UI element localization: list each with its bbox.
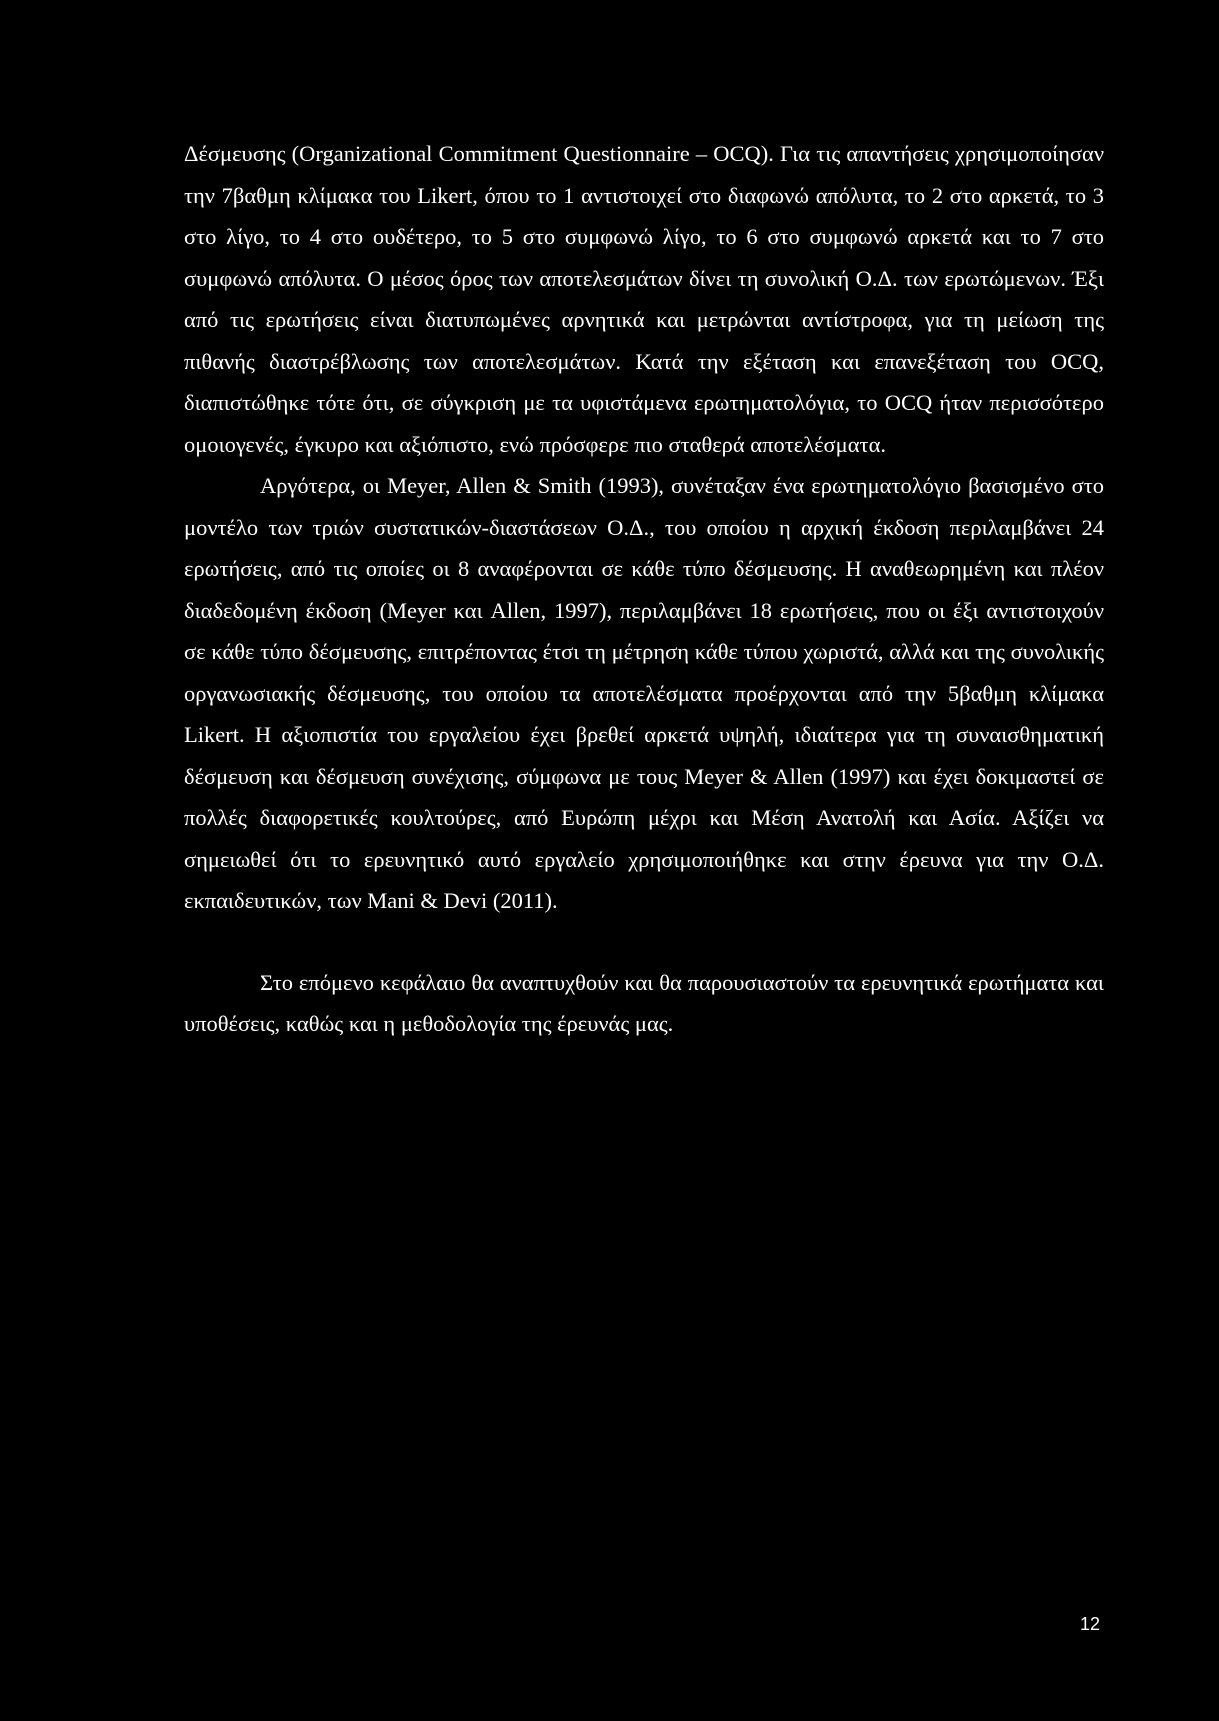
page-number: 12 (1080, 1614, 1101, 1634)
paragraph-meyer-allen: Αργότερα, οι Meyer, Allen & Smith (1993), συνέταξαν ένα ερωτηματολόγιο βασισμένο στο μοντέλο των τριών συστατικών-διαστάσεων Ο.Δ., του οποίου η αρχική έκδοση περιλαμβάνει 24 ερωτήσεις, από τις οποίες οι 8 αναφέρονται σε κάθε τύπο δέσμευσης. Η αναθεωρημένη και πλέον διαδεδομένη έκδοση (Meyer και Allen, 1997), περιλαμβάνει 18 ερωτήσεις, που οι έξι αντιστοιχούν σε κάθε τύπο δέσμευσης, επιτρέποντας έτσι τη μέτρηση κάθε τύπου χωριστά, αλλά και της συνολικής οργανωσιακής δέσμευσης, του οποίου τα αποτελέσματα προέρχονται από την 5βαθμη κλίμακα Likert. Η αξιοπιστία του εργαλείου έχει βρεθεί αρκετά υψηλή, ιδιαίτερα για τη συναισθηματική δέσμευση και δέσμευση συνέχισης, σύμφωνα με τους Meyer & Allen (1997) και έχει δοκιμαστεί σε πολλές διαφορετικές κουλτούρες, από Ευρώπη μέχρι και Μέση Ανατολή και Ασία. Αξίζει να σημειωθεί ότι το ερευνητικό αυτό εργαλείο χρησιμοποιήθηκε και στην έρευνα για την Ο.Δ. εκπαιδευτικών, των Mani & Devi (2011). (184, 473, 1104, 913)
paragraph-spacer (184, 922, 1104, 962)
paragraph-next-chapter: Στο επόμενο κεφάλαιο θα αναπτυχθούν και θα παρουσιαστούν τα ερευνητικά ερωτήματα και υποθέσεις, καθώς και η μεθοδολογία της έρευνάς μας. (184, 969, 1104, 1036)
document-body (184, 133, 1104, 1045)
paragraph-ocq: Δέσμευσης (Organizational Commitment Questionnaire – OCQ). Για τις απαντήσεις χρησιμοποίησαν την 7βαθμη κλίμακα του Likert, όπου το 1 αντιστοιχεί στο διαφωνώ απόλυτα, το 2 στο αρκετά, το 3 στο λίγο, το 4 στο ουδέτερο, το 5 στο συμφωνώ λίγο, το 6 στο συμφωνώ αρκετά και το 7 στο συμφωνώ απόλυτα. Ο μέσος όρος των αποτελεσμάτων δίνει τη συνολική Ο.Δ. των ερωτώμενων. Έξι από τις ερωτήσεις είναι διατυπωμένες αρνητικά και μετρώνται αντίστροφα, για τη μείωση της πιθανής διαστρέβλωσης των αποτελεσμάτων. Κατά την εξέταση και επανεξέταση του OCQ, διαπιστώθηκε τότε ότι, σε σύγκριση με τα υφιστάμενα ερωτηματολόγια, το OCQ ήταν περισσότερο ομοιογενές, έγκυρο και αξιόπιστο, ενώ πρόσφερε πιο σταθερά αποτελέσματα. (184, 141, 1104, 457)
